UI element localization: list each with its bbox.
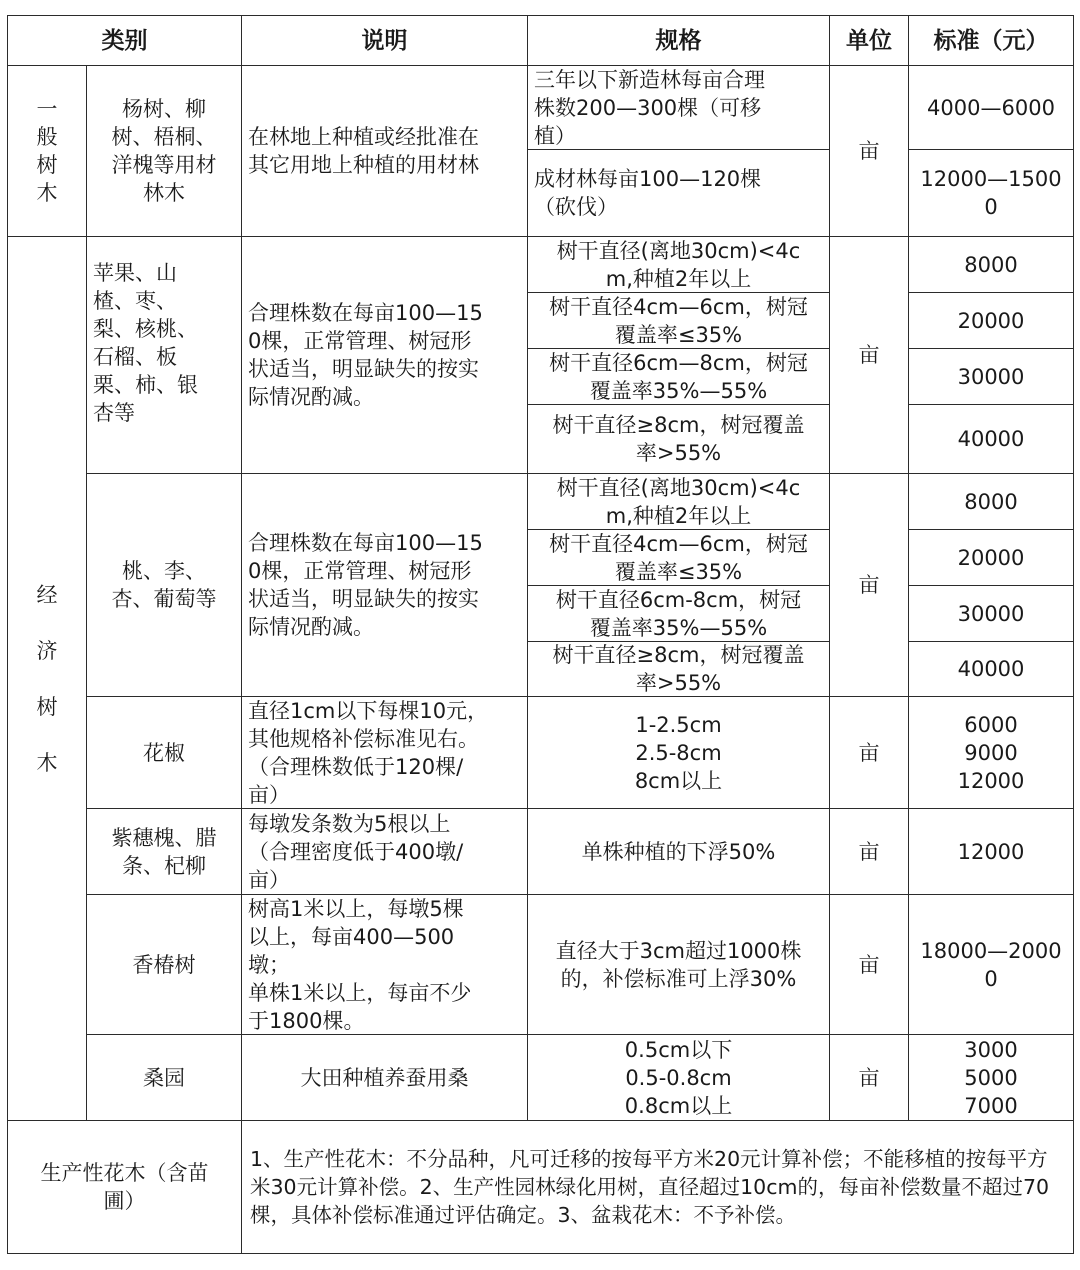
spec-mature-forest: 成材林每亩100—120棵 （砍伐） xyxy=(527,149,830,237)
std-apple-1: 8000 xyxy=(908,236,1074,293)
spec-peach-3: 树干直径6cm-8cm，树冠 覆盖率35%—55% xyxy=(527,585,830,642)
category-pepper: 花椒 xyxy=(86,696,242,809)
desc-toona: 树高1米以上，每墩5棵 以上，每亩400—500 墩； 单株1米以上，每亩不少 于1800棵。 xyxy=(241,894,528,1035)
unit-toona: 亩 xyxy=(829,894,909,1035)
unit-pepper: 亩 xyxy=(829,696,909,809)
nursery-note: 1、生产性花木：不分品种，凡可迁移的按每平方米20元计算补偿；不能移植的按每平方米30元计算补偿。2、生产性园林绿化用树，直径超过10cm的，每亩补偿数量不超过70棵，具体补偿标准通过评估确定。3、盆栽花木：不予补偿。 xyxy=(241,1120,1074,1254)
category-nursery: 生产性花木（含苗 圃） xyxy=(7,1120,242,1254)
std-new-forest: 4000—6000 xyxy=(908,65,1074,150)
spec-peach-2: 树干直径4cm—6cm，树冠 覆盖率≤35% xyxy=(527,529,830,586)
spec-pepper: 1-2.5cm 2.5-8cm 8cm以上 xyxy=(527,696,830,809)
header-standard: 标准（元） xyxy=(908,15,1074,66)
category-apple: 苹果、山 楂、枣、 梨、核桃、 石榴、板 栗、柿、银 杏等 xyxy=(86,236,242,474)
std-mature-forest: 12000—1500 0 xyxy=(908,149,1074,237)
spec-sophora: 单株种植的下浮50% xyxy=(527,808,830,895)
unit-peach: 亩 xyxy=(829,473,909,697)
group-economic-trees: 经 济 树 木 xyxy=(7,236,87,1121)
std-apple-3: 30000 xyxy=(908,348,1074,405)
unit-mulberry: 亩 xyxy=(829,1034,909,1121)
spec-mulberry: 0.5cm以下 0.5-0.8cm 0.8cm以上 xyxy=(527,1034,830,1121)
category-mulberry: 桑园 xyxy=(86,1034,242,1121)
std-peach-1: 8000 xyxy=(908,473,1074,530)
std-apple-4: 40000 xyxy=(908,404,1074,474)
std-peach-2: 20000 xyxy=(908,529,1074,586)
header-desc: 说明 xyxy=(241,15,528,66)
std-mulberry: 3000 5000 7000 xyxy=(908,1034,1074,1121)
desc-pepper: 直径1cm以下每棵10元， 其他规格补偿标准见右。 （合理株数低于120棵/ 亩） xyxy=(241,696,528,809)
std-toona: 18000—2000 0 xyxy=(908,894,1074,1035)
group-general-timber: 一 般 树 木 xyxy=(7,65,87,237)
desc-apple: 合理株数在每亩100—15 0棵，正常管理、树冠形 状适当，明显缺失的按实 际情况酌减。 xyxy=(241,236,528,474)
category-peach: 桃、李、 杏、葡萄等 xyxy=(86,473,242,697)
header-spec: 规格 xyxy=(527,15,830,66)
unit-sophora: 亩 xyxy=(829,808,909,895)
unit-general: 亩 xyxy=(829,65,909,237)
category-sophora: 紫穗槐、腊 条、杞柳 xyxy=(86,808,242,895)
spec-toona: 直径大于3cm超过1000株 的，补偿标准可上浮30% xyxy=(527,894,830,1035)
spec-peach-1: 树干直径(离地30cm)<4c m,种植2年以上 xyxy=(527,473,830,530)
category-poplar: 杨树、柳 树、梧桐、 洋槐等用材 林木 xyxy=(86,65,242,237)
spec-apple-1: 树干直径(离地30cm)<4c m,种植2年以上 xyxy=(527,236,830,293)
std-apple-2: 20000 xyxy=(908,292,1074,349)
desc-peach: 合理株数在每亩100—15 0棵，正常管理、树冠形 状适当，明显缺失的按实 际情况酌减。 xyxy=(241,473,528,697)
std-pepper: 6000 9000 12000 xyxy=(908,696,1074,809)
category-toona: 香椿树 xyxy=(86,894,242,1035)
std-peach-3: 30000 xyxy=(908,585,1074,642)
header-unit: 单位 xyxy=(829,15,909,66)
unit-apple: 亩 xyxy=(829,236,909,474)
spec-peach-4: 树干直径≥8cm，树冠覆盖 率>55% xyxy=(527,641,830,697)
spec-apple-2: 树干直径4cm—6cm，树冠 覆盖率≤35% xyxy=(527,292,830,349)
std-sophora: 12000 xyxy=(908,808,1074,895)
header-category: 类别 xyxy=(7,15,242,66)
std-peach-4: 40000 xyxy=(908,641,1074,697)
desc-mulberry: 大田种植养蚕用桑 xyxy=(241,1034,528,1121)
desc-sophora: 每墩发条数为5根以上 （合理密度低于400墩/ 亩） xyxy=(241,808,528,895)
spec-apple-3: 树干直径6cm—8cm，树冠 覆盖率35%—55% xyxy=(527,348,830,405)
compensation-table xyxy=(7,15,1074,1255)
spec-apple-4: 树干直径≥8cm，树冠覆盖 率>55% xyxy=(527,404,830,474)
spec-new-forest: 三年以下新造林每亩合理 株数200—300棵（可移 植） xyxy=(527,65,830,150)
desc-timber: 在林地上种植或经批准在 其它用地上种植的用材林 xyxy=(241,65,528,237)
